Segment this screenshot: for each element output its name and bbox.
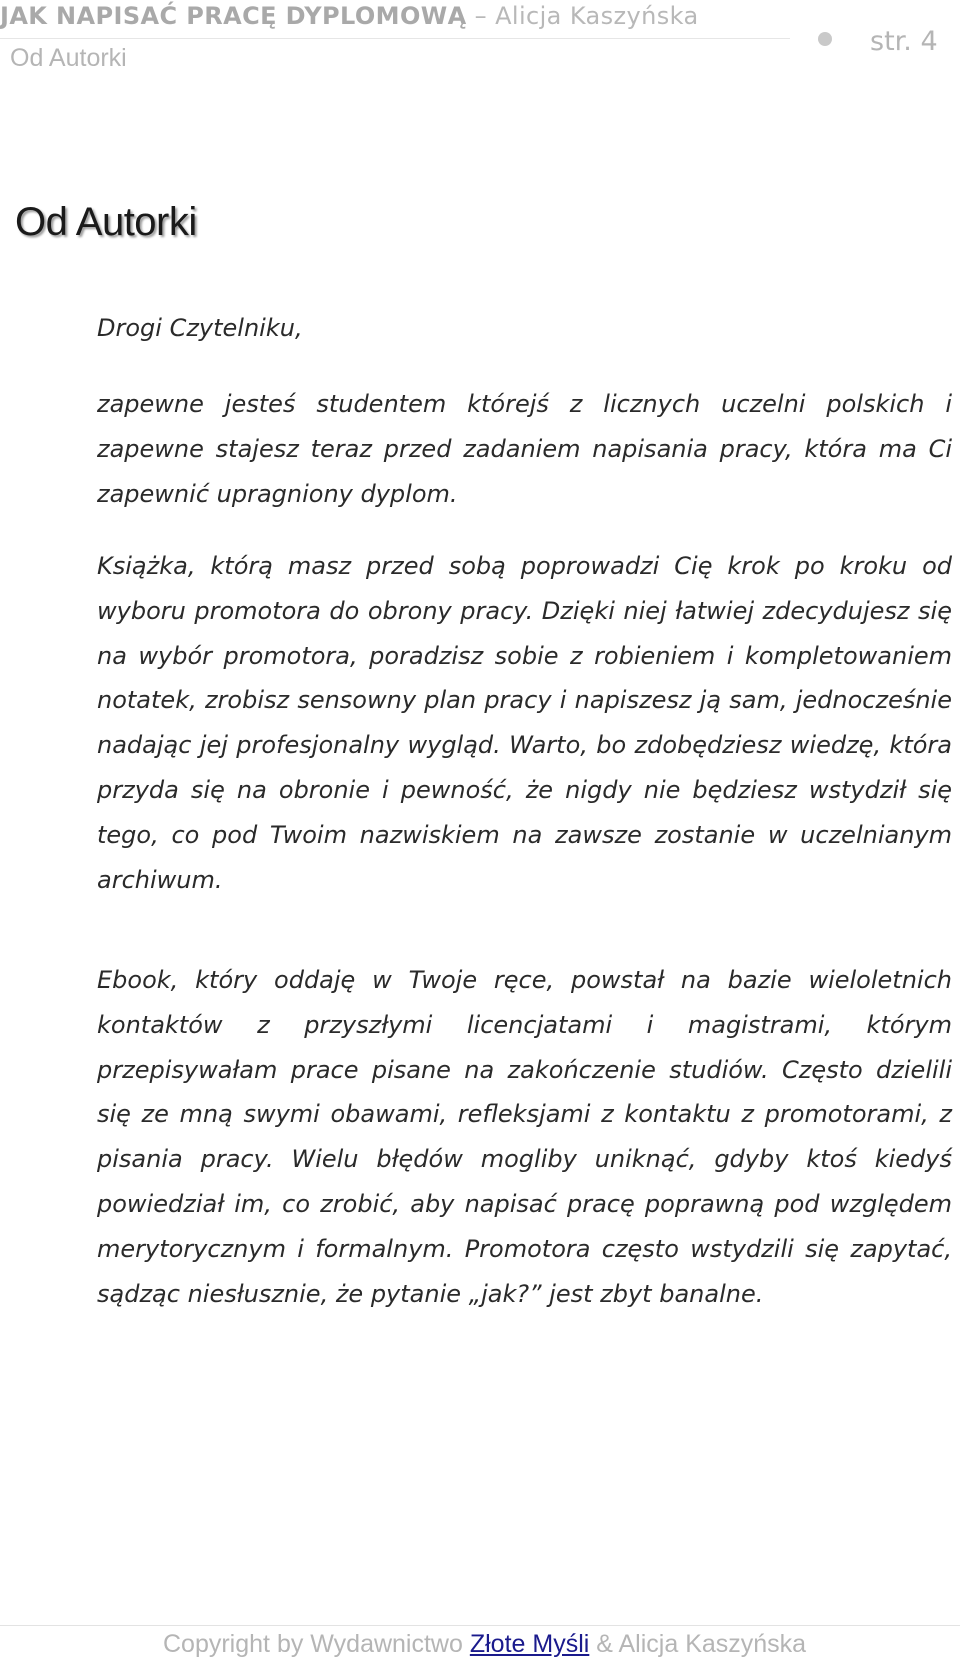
header-author: Alicja Kaszyńska (495, 2, 699, 30)
book-title: JAK NAPISAĆ PRACĘ DYPLOMOWĄ (0, 2, 467, 30)
publisher-link[interactable]: Złote Myśli (469, 1630, 590, 1658)
chapter-title: Od Autorki (15, 200, 197, 244)
copyright-prefix: Copyright by Wydawnictwo (163, 1630, 463, 1658)
paragraph-3: Ebook, który oddaję w Twoje ręce, powstał na bazie wieloletnich kontaktów z przyszłymi licencjatami i magistrami, którym przepisywałam prace pisane na zakończenie studiów. Często dzielili się ze mną swymi obawami, refleksjami z kontaktu z promotorami, z pisania pracy. Wielu błędów mogliby uniknąć, gdyby ktoś kiedyś powiedział im, co zrobić, aby napisać pracę poprawną pod względem merytorycznym i formalnym. Promotora często wstydzili się zapytać, sądząc niesłusznie, że pytanie „jak?” jest zbyt banalne. (97, 966, 952, 1308)
page-header (0, 0, 960, 80)
section-name: Od Autorki (10, 44, 127, 72)
title-separator: – (474, 2, 488, 30)
page-number: str. 4 (870, 26, 938, 57)
paragraph-2: Książka, którą masz przed sobą poprowadzi Cię krok po kroku od wyboru promotora do obrony pracy. Dzięki niej łatwiej zdecydujesz się na wybór promotora, poradzisz sobie z robieniem i kompletowaniem notatek, zrobisz sensowny plan pracy i napiszesz ją sam, jednocześnie nadając jej profesjonalny wygląd. Warto, bo zdobędziesz wiedzę, która przyda się na obronie i pewność, że nigdy nie będziesz wstydził się tego, co pod Twoim nazwiskiem na zawsze zostanie w uczelnianym archiwum. (97, 552, 952, 894)
header-rule (0, 38, 790, 39)
footer-rule (0, 1625, 960, 1626)
running-head (0, 2, 699, 30)
paragraph-1: zapewne jesteś studentem którejś z licznych uczelni polskich i zapewne stajesz teraz przed zadaniem napisania pracy, która ma Ci zapewnić upragniony dyplom. (97, 390, 952, 508)
copyright-suffix: & Alicja Kaszyńska (596, 1630, 807, 1658)
greeting: Drogi Czytelniku, (97, 314, 303, 342)
page-footer (163, 1630, 806, 1659)
bullet-dot-icon (818, 32, 832, 46)
